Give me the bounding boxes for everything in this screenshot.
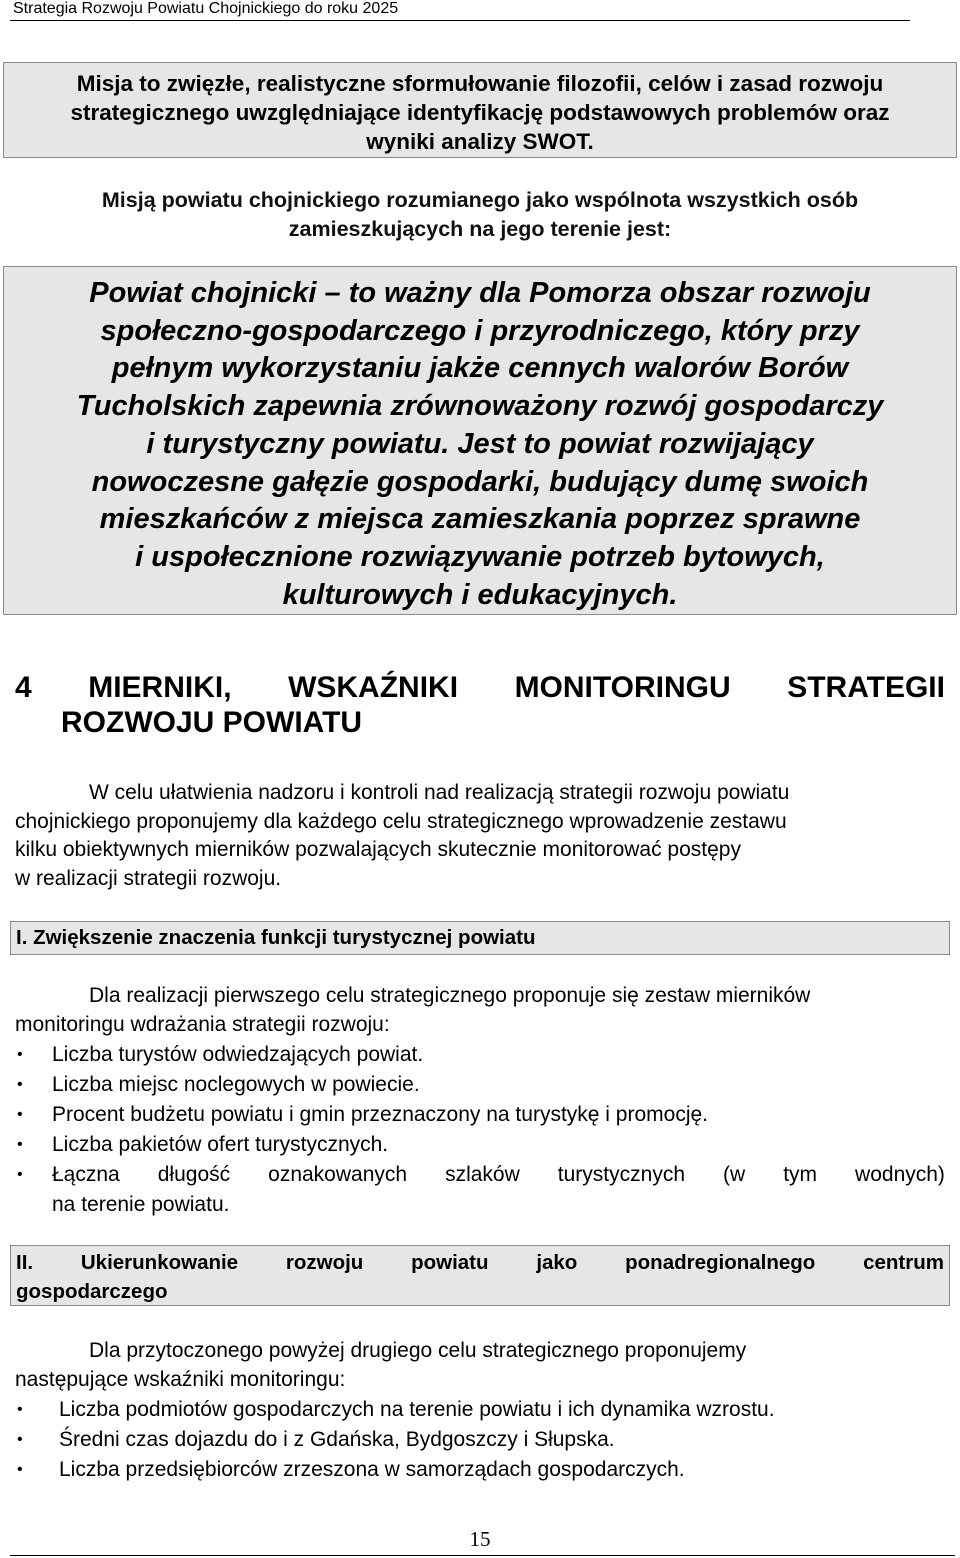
paragraph-line: następujące wskaźniki monitoringu: — [15, 1367, 346, 1391]
list-item-word: wodnych) — [855, 1163, 945, 1186]
list-item — [15, 1395, 945, 1425]
list-item — [15, 1070, 945, 1100]
goal-2-heading-word: centrum — [863, 1251, 944, 1274]
section-heading-line: ROZWOJU POWIATU — [61, 706, 363, 739]
section-heading-line — [15, 670, 945, 705]
paragraph-line: Dla przytoczonego powyżej drugiego celu strategicznego proponujemy — [89, 1339, 747, 1362]
goal-2-heading-line — [16, 1248, 944, 1277]
mission-statement-line: Powiat chojnicki – to ważny dla Pomorza obszar rozwoju — [89, 277, 871, 309]
bullet-icon: • — [17, 1046, 23, 1063]
mission-statement-line: i uspołecznione rozwiązywanie potrzeb bytowych, — [135, 540, 825, 573]
section-heading-word: MONITORINGU — [514, 671, 731, 704]
list-item — [15, 1455, 945, 1485]
bullet-icon: • — [17, 1106, 23, 1123]
mission-intro-line: zamieszkujących na jego terenie jest: — [288, 217, 672, 241]
goal-2-intro — [15, 1337, 945, 1394]
goal-1-intro — [15, 982, 945, 1039]
list-item-text: Procent budżetu powiatu i gmin przeznaczony na turystykę i promocję. — [52, 1103, 708, 1126]
list-item — [15, 1040, 945, 1070]
goal-2-heading — [10, 1245, 950, 1306]
section-heading — [15, 670, 945, 740]
list-item — [15, 1130, 945, 1160]
goal-1-indicator-list — [15, 1040, 945, 1220]
list-item-word: szlaków — [445, 1163, 520, 1186]
goal-2-indicator-list — [15, 1395, 945, 1485]
section-heading-word: WSKAŹNIKI — [288, 671, 459, 704]
list-item-word: Łączna — [52, 1163, 120, 1186]
paragraph-line: Dla realizacji pierwszego celu strategicznego proponuje się zestaw mierników — [89, 984, 811, 1007]
list-item-line: na terenie powiatu. — [52, 1193, 230, 1216]
mission-statement-line: nowoczesne gałęzie gospodarki, budujący dumę swoich — [91, 465, 869, 498]
goal-2-heading-word: jako — [536, 1251, 578, 1274]
list-item-text: Liczba miejsc noclegowych w powiecie. — [52, 1073, 420, 1096]
list-item-text: Liczba przedsiębiorców zrzeszona w samorządach gospodarczych. — [59, 1458, 685, 1481]
mission-definition-line: strategicznego uwzględniające identyfikację podstawowych problemów oraz — [70, 100, 890, 125]
goal-2-heading-word: Ukierunkowanie — [80, 1251, 239, 1274]
list-item-text: Średni czas dojazdu do i z Gdańska, Bydgoszczy i Słupska. — [59, 1428, 615, 1451]
list-item-word: (w — [723, 1163, 746, 1186]
list-item-word: turystycznych — [557, 1163, 685, 1186]
section-heading-word: MIERNIKI, — [88, 671, 232, 704]
mission-statement-line: i turystyczny powiatu. Jest to powiat rozwijający — [146, 427, 814, 460]
goal-2-heading-word: rozwoju — [285, 1251, 364, 1274]
list-item — [15, 1160, 945, 1220]
bullet-icon: • — [17, 1166, 23, 1183]
bullet-icon: • — [17, 1136, 23, 1153]
bullet-icon: • — [17, 1461, 23, 1478]
page-number: 15 — [469, 1527, 491, 1551]
mission-statement-text — [4, 267, 956, 614]
list-item-word: oznakowanych — [268, 1163, 408, 1186]
list-item — [15, 1425, 945, 1455]
bullet-icon: • — [17, 1076, 23, 1093]
list-item-text: Liczba podmiotów gospodarczych na terenie powiatu i ich dynamika wzrostu. — [59, 1398, 775, 1421]
paragraph-line: chojnickiego proponujemy dla każdego celu strategicznego wprowadzenie zestawu — [15, 809, 787, 833]
intro-paragraph — [15, 779, 945, 893]
mission-intro — [0, 186, 960, 244]
goal-1-heading: I. Zwiększenie znaczenia funkcji turystycznej powiatu — [10, 921, 950, 955]
goal-2-heading-word: ponadregionalnego — [625, 1251, 816, 1274]
running-header-title: Strategia Rozwoju Powiatu Chojnickiego do roku 2025 — [13, 0, 399, 17]
section-number: 4 — [15, 671, 32, 704]
paragraph-line: kilku obiektywnych mierników pozwalających skutecznie monitorować postępy — [15, 838, 741, 861]
mission-statement-line: kulturowych i edukacyjnych. — [282, 578, 678, 611]
mission-statement-line: Tucholskich zapewnia zrównoważony rozwój gospodarczy — [76, 390, 884, 423]
mission-statement-line: pełnym wykorzystaniu jakże cennych walorów Borów — [111, 352, 849, 385]
list-item-line — [52, 1160, 945, 1190]
goal-2-heading-word: II. — [16, 1251, 34, 1274]
footer-rule — [10, 1555, 955, 1556]
section-heading-word: STRATEGII — [787, 671, 945, 704]
bullet-icon: • — [17, 1401, 23, 1418]
paragraph-line: W celu ułatwienia nadzoru i kontroli nad realizacją strategii rozwoju powiatu — [89, 781, 790, 804]
paragraph-line: w realizacji strategii rozwoju. — [15, 866, 282, 890]
mission-definition-box — [3, 62, 957, 158]
mission-definition-text — [4, 63, 956, 156]
list-item-word: długość — [157, 1163, 231, 1186]
list-item-word: tym — [783, 1163, 818, 1186]
list-item-text: Liczba turystów odwiedzających powiat. — [52, 1043, 424, 1066]
list-item — [15, 1100, 945, 1130]
paragraph-line: monitoringu wdrażania strategii rozwoju: — [15, 1012, 390, 1036]
goal-2-heading-word: powiatu — [411, 1251, 489, 1274]
bullet-icon: • — [17, 1431, 23, 1448]
mission-statement-box — [3, 266, 957, 615]
header-rule — [10, 20, 910, 21]
list-item-text: Liczba pakietów ofert turystycznych. — [52, 1133, 389, 1156]
mission-definition-line: Misja to zwięzłe, realistyczne sformułowanie filozofii, celów i zasad rozwoju — [76, 71, 884, 96]
mission-statement-line: społeczno-gospodarczego i przyrodniczego, który przy — [100, 314, 860, 347]
mission-statement-line: mieszkańców z miejsca zamieszkania poprzez sprawne — [99, 503, 861, 536]
mission-intro-line: Misją powiatu chojnickiego rozumianego jako wspólnota wszystkich osób — [101, 188, 859, 212]
mission-definition-line: wyniki analizy SWOT. — [366, 129, 594, 154]
goal-2-heading-line: gospodarczego — [16, 1280, 168, 1303]
